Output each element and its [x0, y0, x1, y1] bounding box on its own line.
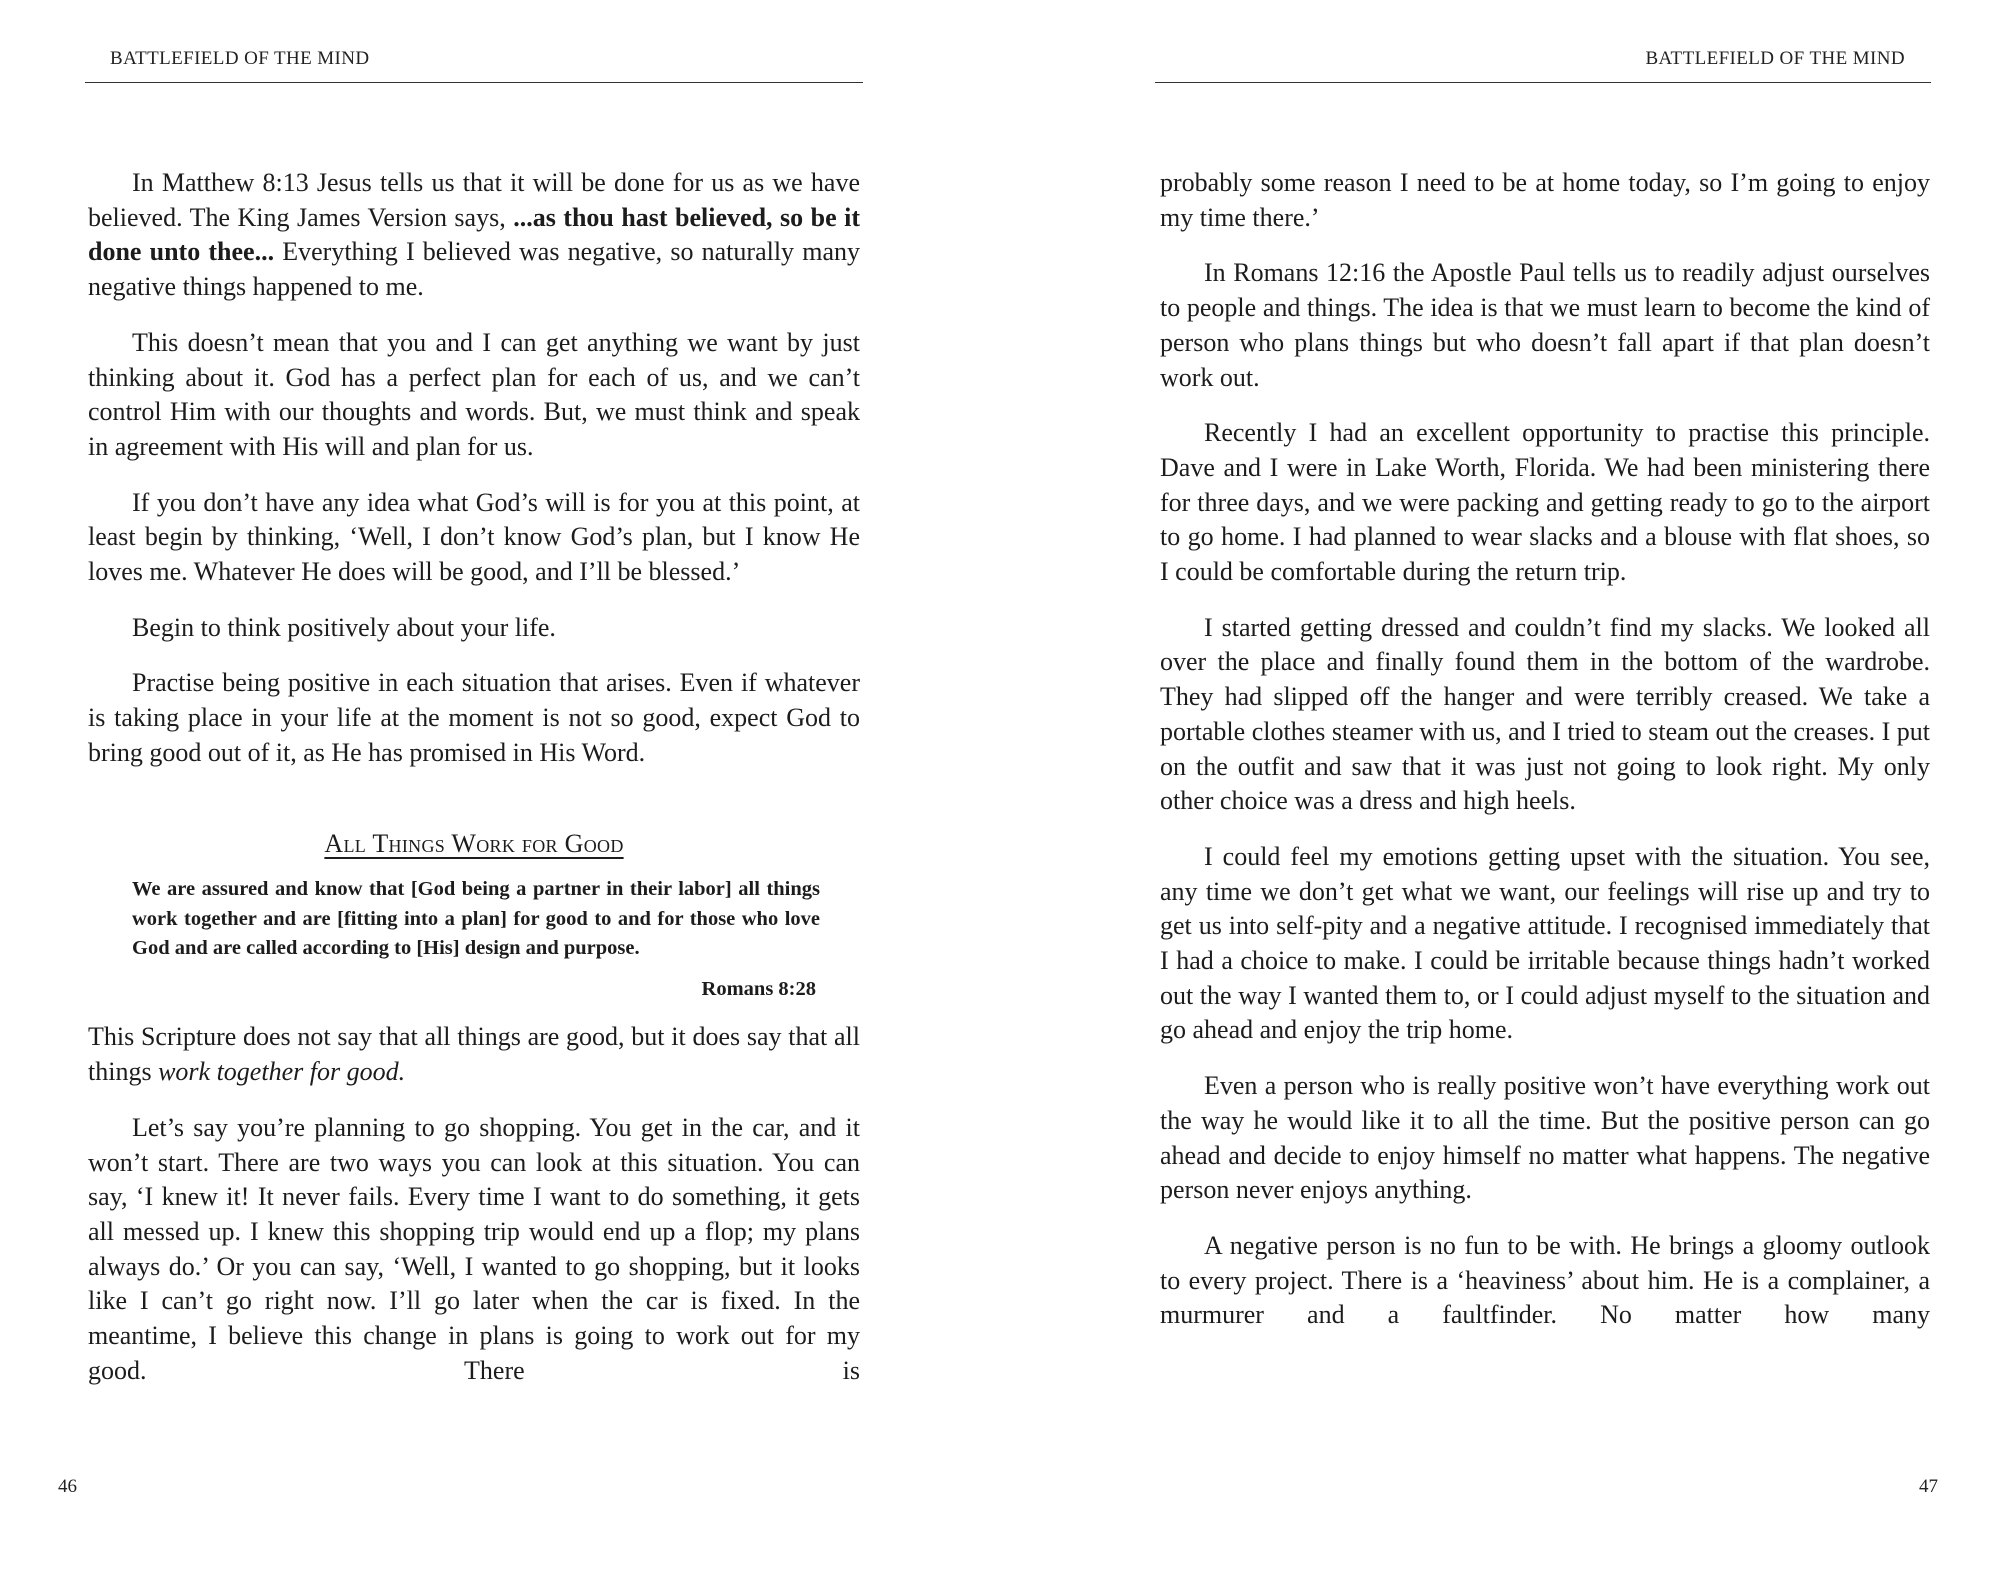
paragraph: Recently I had an excellent opportunity to practise this principle. Dave and I were in Lake Worth, Florida. We had been ministering there for three days, and we were packing and getting ready to go to the airport to go home. I had planned to wear slacks and a blouse with flat shoes, so I could be comfortable during the return trip.: [1160, 418, 1930, 587]
paragraph: Even a person who is really positive won’t have everything work out the way he would like it to all the time. But the positive person can go ahead and decide to enjoy himself no matter what happens. The negative person never enjoys anything.: [1160, 1071, 1930, 1205]
emphasis: work together for good.: [158, 1057, 406, 1087]
header-rule: [85, 82, 863, 83]
paragraph: probably some reason I need to be at home today, so I’m going to enjoy my time there.’: [1160, 168, 1930, 232]
scripture-quote: We are assured and know that [God being a partner in their labor] all things work together and are [fitting into a plan] for good to and for those who love God and are called according to [His] design and purpose.: [132, 878, 820, 960]
header-rule: [1155, 82, 1931, 83]
running-head: BATTLEFIELD OF THE MIND: [1645, 48, 1905, 69]
section-heading: All Things Work for Good: [324, 828, 624, 858]
paragraph: In Matthew 8:13 Jesus tells us that it will be done for us as we have believed. The King James Version says, ...as thou hast believed, so be it done unto thee... Everything I believed was negative, so naturally many negative things happened to me.: [88, 168, 860, 302]
page-number: 47: [1919, 1476, 1938, 1497]
running-head: BATTLEFIELD OF THE MIND: [110, 48, 370, 69]
page-number: 46: [58, 1476, 77, 1497]
paragraph: If you don’t have any idea what God’s will is for you at this point, at least begin by thinking, ‘Well, I don’t know God’s plan, but I know He loves me. Whatever He does will be good, and I’ll be blessed.’: [88, 487, 860, 587]
paragraph: Let’s say you’re planning to go shopping. You get in the car, and it won’t start. There are two ways you can look at this situation. You can say, ‘I knew it! It never fails. Every time I want to do something, it gets all messed up. I knew this shopping trip would end up a flop; my plans always do.’ Or you can say, ‘Well, I wanted to go shopping, but it looks like I can’t go right now. I’ll go later when the car is fixed. In the meantime, I believe this change in plans is going to work out for my good. There is: [88, 1112, 860, 1385]
left-page-body: [88, 166, 860, 1388]
kjv-quote: ...as thou hast believed, so be it done unto thee...: [88, 202, 860, 267]
paragraph: Practise being positive in each situation that arises. Even if whatever is taking place in your life at the moment is not so good, expect God to bring good out of it, as He has promised in His Word.: [88, 668, 860, 767]
paragraph: This doesn’t mean that you and I can get anything we want by just thinking about it. God has a perfect plan for each of us, and we can’t control Him with our thoughts and words. But, we must think and speak in agreement with His will and plan for us.: [88, 327, 860, 461]
paragraph: I started getting dressed and couldn’t find my slacks. We looked all over the place and finally found them in the bottom of the wardrobe. They had slipped off the hanger and were terribly creased. We take a portable clothes steamer with us, and I tried to steam out the creases. I put on the outfit and saw that it was just not going to look right. My only other choice was a dress and high heels.: [1160, 612, 1930, 816]
paragraph: This Scripture does not say that all things are good, but it does say that all things work together for good.: [88, 1022, 860, 1087]
paragraph: Begin to think positively about your life.: [132, 612, 556, 642]
paragraph: I could feel my emotions getting upset with the situation. You see, any time we don’t get what we want, our feelings will rise up and try to get us into self-pity and a negative attitude. I recognised immediately that I had a choice to make. I could be irritable because things hadn’t worked out the way I wanted them to, or I could adjust myself to the situation and go ahead and enjoy the trip home.: [1160, 841, 1930, 1045]
right-page: [1000, 0, 2000, 1571]
paragraph: A negative person is no fun to be with. He brings a gloomy outlook to every project. There is a ‘heaviness’ about him. He is a complainer, a murmurer and a faultfinder. No matter how many: [1160, 1230, 1930, 1330]
paragraph: In Romans 12:16 the Apostle Paul tells us to readily adjust ourselves to people and things. The idea is that we must learn to become the kind of person who plans things but who doesn’t fall apart if that plan doesn’t work out.: [1160, 258, 1930, 392]
right-page-body: [1160, 166, 1930, 1333]
scripture-reference: Romans 8:28: [701, 977, 816, 1000]
